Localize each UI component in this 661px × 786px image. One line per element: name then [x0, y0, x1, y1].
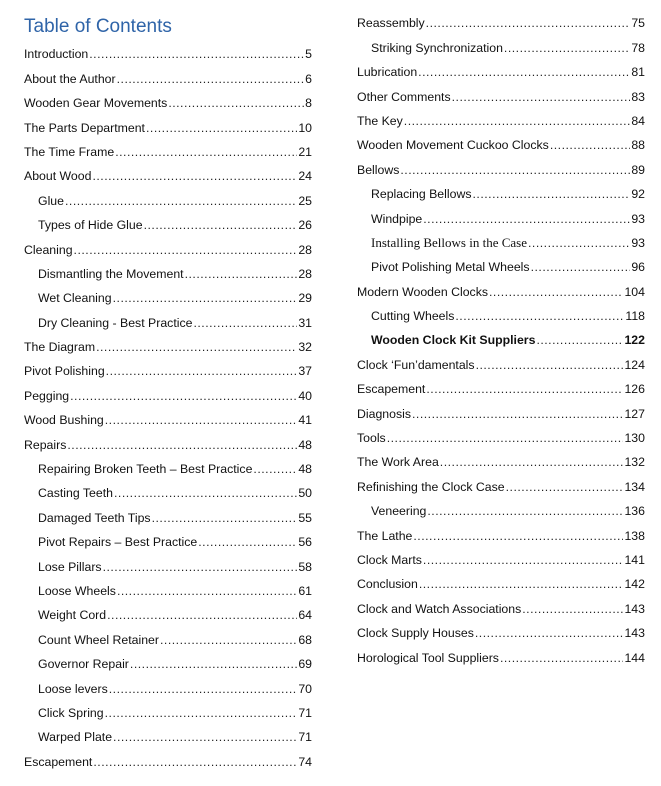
toc-dot-leader — [412, 406, 623, 422]
toc-entry[interactable] — [24, 87, 312, 111]
toc-dot-leader — [105, 412, 298, 428]
toc-entry[interactable] — [24, 550, 312, 574]
toc-page-number: 56 — [298, 535, 312, 550]
toc-entry[interactable] — [357, 348, 645, 372]
toc-entry-label[interactable]: Wooden Gear Movements — [24, 96, 168, 111]
toc-page-number: 64 — [298, 608, 312, 623]
toc-title: Table of Contents — [24, 16, 172, 37]
toc-dot-leader — [185, 266, 298, 282]
toc-page-number: 104 — [624, 284, 645, 299]
toc-entry-label[interactable]: The Lathe — [357, 528, 413, 543]
toc-dot-leader — [198, 534, 297, 550]
toc-entry[interactable] — [357, 446, 645, 470]
toc-entry[interactable] — [357, 324, 645, 348]
toc-entry-label[interactable]: The Work Area — [357, 455, 439, 470]
toc-entry-label[interactable]: Escapement — [24, 754, 93, 769]
toc-page-number: 50 — [298, 486, 312, 501]
toc-entry[interactable] — [24, 282, 312, 306]
toc-page-number: 37 — [298, 364, 312, 379]
toc-dot-leader — [67, 437, 297, 453]
toc-dot-leader — [489, 284, 623, 300]
toc-entry[interactable] — [24, 697, 312, 721]
toc-entry-label[interactable]: Clock Supply Houses — [357, 626, 474, 641]
toc-dot-leader — [387, 430, 624, 446]
toc-entry-label[interactable]: Cleaning — [24, 242, 73, 257]
toc-page-number: 48 — [298, 437, 312, 452]
toc-entry-label[interactable]: Weight Cord — [38, 608, 107, 623]
toc-page-number: 28 — [298, 242, 312, 257]
toc-entry-label[interactable]: Dry Cleaning - Best Practice — [38, 315, 193, 330]
toc-entry[interactable] — [24, 477, 312, 501]
toc-page-number: 28 — [298, 266, 312, 281]
toc-entry[interactable] — [357, 80, 645, 104]
toc-dot-leader — [522, 601, 623, 617]
toc-dot-leader — [105, 705, 298, 721]
toc-entry[interactable] — [357, 105, 645, 129]
toc-entry[interactable] — [24, 453, 312, 477]
toc-entry[interactable] — [357, 153, 645, 177]
toc-entry[interactable] — [24, 160, 312, 184]
toc-entry-label[interactable]: Installing Bellows in the Case — [371, 234, 527, 250]
toc-entry-label[interactable]: About Wood — [24, 169, 92, 184]
toc-entry-label[interactable]: Repairs — [24, 437, 67, 452]
toc-entry[interactable] — [24, 575, 312, 599]
toc-entry-label[interactable]: Clock and Watch Associations — [357, 601, 522, 616]
toc-entry[interactable] — [357, 7, 645, 31]
toc-entry[interactable] — [24, 526, 312, 550]
toc-entry-label[interactable]: Dismantling the Movement — [38, 266, 184, 281]
toc-dot-leader — [528, 235, 630, 251]
toc-dot-leader — [65, 193, 297, 209]
toc-entry-label[interactable]: Governor Repair — [38, 657, 129, 672]
toc-entry-label[interactable]: Bellows — [357, 162, 400, 177]
toc-entry-label[interactable]: Cutting Wheels — [371, 309, 455, 324]
toc-page-number: 83 — [631, 89, 645, 104]
toc-dot-leader — [452, 89, 631, 105]
toc-dot-leader — [419, 576, 624, 592]
toc-dot-leader — [423, 211, 630, 227]
toc-entry[interactable] — [357, 251, 645, 275]
toc-entry-label[interactable]: Windpipe — [371, 211, 423, 226]
toc-dot-leader — [413, 528, 623, 544]
toc-entry-label[interactable]: The Parts Department — [24, 120, 145, 135]
toc-entry[interactable] — [357, 202, 645, 226]
toc-page-number: 75 — [631, 16, 645, 31]
toc-page-number: 48 — [298, 462, 312, 477]
toc-entry[interactable] — [357, 568, 645, 592]
toc-entry[interactable] — [24, 648, 312, 672]
toc-page-number: 41 — [298, 413, 312, 428]
toc-page-number: 88 — [631, 138, 645, 153]
toc-page-number: 143 — [624, 626, 645, 641]
toc-dot-leader — [504, 40, 630, 56]
toc-entry[interactable] — [24, 306, 312, 330]
toc-dot-leader — [404, 113, 631, 129]
toc-dot-leader — [144, 217, 298, 233]
toc-dot-leader — [475, 625, 624, 641]
toc-page-number: 24 — [298, 169, 312, 184]
toc-page-number: 130 — [624, 431, 645, 446]
toc-entry[interactable] — [357, 373, 645, 397]
toc-entry-label[interactable]: Wooden Clock Kit Suppliers — [371, 333, 536, 348]
toc-dot-leader — [418, 64, 630, 80]
toc-page-number: 32 — [298, 340, 312, 355]
toc-page-number: 29 — [298, 291, 312, 306]
toc-entry[interactable] — [24, 379, 312, 403]
toc-entry[interactable] — [24, 38, 312, 62]
toc-page-number: 141 — [624, 552, 645, 567]
toc-page-number: 89 — [631, 162, 645, 177]
toc-page-number: 68 — [298, 632, 312, 647]
toc-entry-label[interactable]: Diagnosis — [357, 406, 411, 421]
toc-entry[interactable] — [24, 721, 312, 745]
toc-entry-label[interactable]: Pivot Polishing Metal Wheels — [371, 260, 530, 275]
toc-entry-label[interactable]: Striking Synchronization — [371, 40, 503, 55]
toc-entry-label[interactable]: Replacing Bellows — [371, 187, 472, 202]
toc-page-number: 126 — [624, 382, 645, 397]
toc-entry[interactable] — [357, 178, 645, 202]
toc-page-number: 124 — [624, 357, 645, 372]
toc-entry-label[interactable]: Casting Teeth — [38, 486, 113, 501]
toc-entry[interactable] — [357, 641, 645, 665]
toc-dot-leader — [109, 681, 298, 697]
toc-page-number: 93 — [631, 235, 645, 250]
toc-page-number: 142 — [624, 577, 645, 592]
toc-dot-leader — [476, 357, 624, 373]
toc-entry[interactable] — [24, 745, 312, 769]
toc-dot-leader — [114, 485, 297, 501]
toc-entry[interactable] — [24, 355, 312, 379]
toc-entry-label[interactable]: Pivot Repairs – Best Practice — [38, 535, 198, 550]
toc-page-number: 70 — [298, 681, 312, 696]
toc-entry-label[interactable]: Horological Tool Suppliers — [357, 650, 499, 665]
toc-entry-label[interactable]: Introduction — [24, 47, 89, 62]
toc-entry[interactable] — [24, 428, 312, 452]
toc-dot-leader — [426, 381, 623, 397]
toc-page-number: 69 — [298, 657, 312, 672]
toc-entry-label[interactable]: Other Comments — [357, 89, 451, 104]
toc-page-number: 84 — [631, 113, 645, 128]
toc-entry-label[interactable]: The Time Frame — [24, 144, 115, 159]
toc-entry-label[interactable]: Wooden Movement Cuckoo Clocks — [357, 138, 549, 153]
toc-page-number: 127 — [624, 406, 645, 421]
toc-page-number: 74 — [298, 754, 312, 769]
toc-entry-label[interactable]: Damaged Teeth Tips — [38, 510, 151, 525]
toc-dot-leader — [253, 461, 297, 477]
toc-entry[interactable] — [357, 617, 645, 641]
toc-page-number: 96 — [631, 260, 645, 275]
toc-entry-label[interactable]: Clock ‘Fun’damentals — [357, 357, 475, 372]
toc-dot-leader — [531, 259, 631, 275]
toc-page-number: 136 — [624, 504, 645, 519]
toc-entry[interactable] — [24, 136, 312, 160]
toc-entry-label[interactable]: Wet Cleaning — [38, 291, 112, 306]
toc-entry-label[interactable]: Pegging — [24, 388, 70, 403]
toc-entry-label[interactable]: Loose Wheels — [38, 583, 116, 598]
toc-dot-leader — [92, 168, 297, 184]
toc-entry[interactable] — [24, 233, 312, 257]
toc-entry-label[interactable]: Modern Wooden Clocks — [357, 284, 489, 299]
toc-dot-leader — [550, 137, 630, 153]
toc-entry[interactable] — [357, 544, 645, 568]
toc-page-number: 143 — [624, 601, 645, 616]
toc-entry[interactable] — [24, 331, 312, 355]
toc-entry[interactable] — [357, 470, 645, 494]
toc-entry-label[interactable]: Click Spring — [38, 705, 104, 720]
toc-entry-label[interactable]: The Diagram — [24, 340, 96, 355]
toc-entry[interactable] — [24, 111, 312, 135]
toc-dot-leader — [93, 754, 297, 770]
toc-entry-label[interactable]: Warped Plate — [38, 730, 113, 745]
toc-entry-label[interactable]: Reassembly — [357, 16, 425, 31]
toc-dot-leader — [130, 656, 297, 672]
toc-dot-leader — [472, 186, 630, 202]
toc-dot-leader — [440, 454, 624, 470]
toc-entry-label[interactable]: Clock Marts — [357, 552, 422, 567]
toc-entry-label[interactable]: Conclusion — [357, 577, 418, 592]
toc-entry-label[interactable]: Glue — [38, 193, 64, 208]
toc-entry-label[interactable]: Repairing Broken Teeth – Best Practice — [38, 462, 253, 477]
toc-dot-leader — [89, 46, 304, 62]
toc-page-number: 132 — [624, 455, 645, 470]
toc-dot-leader — [115, 144, 297, 160]
toc-page-number: 61 — [298, 583, 312, 598]
toc-entry[interactable] — [24, 184, 312, 208]
toc-entry-label[interactable]: Types of Hide Glue — [38, 218, 143, 233]
toc-left-column — [24, 38, 312, 770]
toc-entry[interactable] — [24, 599, 312, 623]
toc-page-number: 58 — [298, 559, 312, 574]
toc-page-number: 8 — [305, 96, 312, 111]
toc-page-number: 78 — [631, 40, 645, 55]
toc-entry-label[interactable]: Veneering — [371, 504, 427, 519]
toc-entry[interactable] — [357, 31, 645, 55]
toc-dot-leader — [107, 607, 297, 623]
toc-dot-leader — [536, 332, 623, 348]
toc-dot-leader — [96, 339, 297, 355]
toc-entry[interactable] — [24, 404, 312, 428]
toc-entry-label[interactable]: Tools — [357, 431, 386, 446]
toc-dot-leader — [117, 583, 297, 599]
toc-entry-label[interactable]: Pivot Polishing — [24, 364, 105, 379]
toc-entry[interactable] — [24, 672, 312, 696]
toc-entry-label[interactable]: About the Author — [24, 71, 116, 86]
toc-dot-leader — [426, 15, 631, 31]
toc-entry[interactable] — [357, 397, 645, 421]
toc-page-number: 21 — [298, 144, 312, 159]
toc-page-number: 26 — [298, 218, 312, 233]
toc-dot-leader — [193, 315, 297, 331]
toc-dot-leader — [423, 552, 624, 568]
toc-entry[interactable] — [357, 495, 645, 519]
toc-entry[interactable] — [357, 519, 645, 543]
toc-dot-leader — [168, 95, 304, 111]
toc-page-number: 92 — [631, 187, 645, 202]
toc-entry[interactable] — [24, 623, 312, 647]
toc-page-number: 138 — [624, 528, 645, 543]
toc-dot-leader — [106, 363, 298, 379]
toc-right-column — [357, 7, 645, 666]
toc-dot-leader — [113, 729, 297, 745]
toc-page-number: 122 — [624, 333, 645, 348]
toc-dot-leader — [146, 120, 297, 136]
toc-entry[interactable] — [357, 227, 645, 251]
toc-entry-label[interactable]: Lubrication — [357, 65, 418, 80]
toc-entry[interactable] — [24, 62, 312, 86]
toc-entry[interactable] — [357, 129, 645, 153]
toc-dot-leader — [103, 559, 298, 575]
toc-page-number: 55 — [298, 510, 312, 525]
toc-page-number: 6 — [305, 71, 312, 86]
toc-page-number: 134 — [624, 479, 645, 494]
toc-dot-leader — [500, 650, 624, 666]
toc-page-number: 93 — [631, 211, 645, 226]
toc-entry[interactable] — [357, 592, 645, 616]
toc-entry-label[interactable]: The Key — [357, 113, 403, 128]
toc-page-number: 31 — [298, 315, 312, 330]
toc-entry-label[interactable]: Wood Bushing — [24, 413, 104, 428]
toc-dot-leader — [455, 308, 624, 324]
toc-dot-leader — [506, 479, 624, 495]
toc-dot-leader — [427, 503, 623, 519]
toc-page-number: 81 — [631, 65, 645, 80]
toc-entry[interactable] — [24, 501, 312, 525]
toc-entry[interactable] — [357, 56, 645, 80]
toc-page-number: 144 — [624, 650, 645, 665]
toc-dot-leader — [152, 510, 298, 526]
toc-entry-label[interactable]: Lose Pillars — [38, 559, 102, 574]
toc-entry-label[interactable]: Count Wheel Retainer — [38, 632, 159, 647]
toc-page-number: 118 — [625, 309, 645, 324]
toc-entry[interactable] — [24, 258, 312, 282]
toc-page-number: 71 — [298, 705, 312, 720]
toc-dot-leader — [70, 388, 297, 404]
toc-page-number: 25 — [298, 193, 312, 208]
toc-entry[interactable] — [357, 422, 645, 446]
toc-page-number: 71 — [298, 730, 312, 745]
toc-entry-label[interactable]: Loose levers — [38, 681, 108, 696]
toc-dot-leader — [160, 632, 297, 648]
toc-dot-leader — [113, 290, 298, 306]
toc-page-number: 40 — [298, 388, 312, 403]
toc-entry[interactable] — [357, 275, 645, 299]
toc-dot-leader — [400, 162, 630, 178]
toc-entry-label[interactable]: Refinishing the Clock Case — [357, 479, 505, 494]
toc-entry[interactable] — [24, 209, 312, 233]
toc-dot-leader — [117, 71, 305, 87]
toc-dot-leader — [74, 242, 298, 258]
toc-entry[interactable] — [357, 300, 645, 324]
toc-page-number: 10 — [298, 120, 312, 135]
toc-page-number: 5 — [305, 47, 312, 62]
toc-entry-label[interactable]: Escapement — [357, 382, 426, 397]
